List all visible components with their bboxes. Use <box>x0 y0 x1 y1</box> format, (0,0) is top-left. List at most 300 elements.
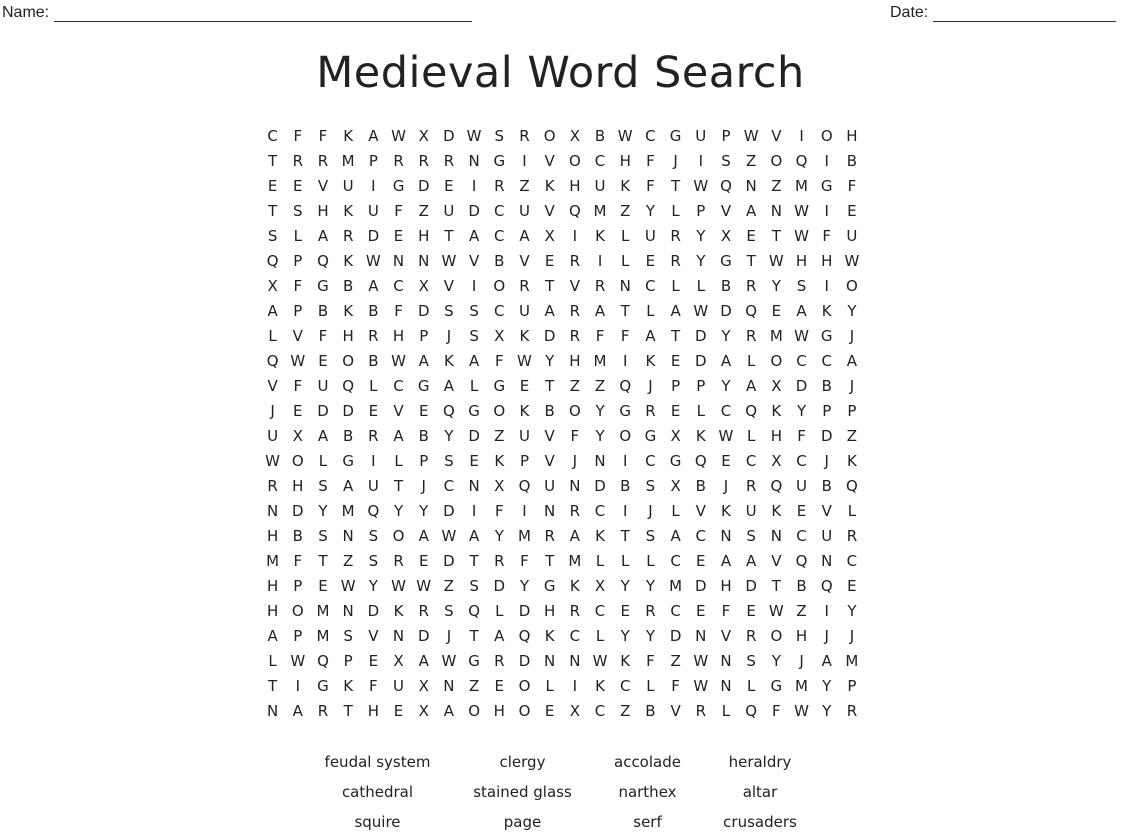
grid-letter[interactable]: C <box>720 402 732 420</box>
grid-letter[interactable]: P <box>419 327 429 345</box>
grid-letter[interactable]: U <box>393 677 405 695</box>
grid-letter[interactable]: G <box>820 177 833 195</box>
grid-letter[interactable]: I <box>698 152 703 170</box>
grid-letter[interactable]: O <box>568 152 581 170</box>
grid-letter[interactable]: C <box>821 352 832 370</box>
grid-letter[interactable]: G <box>543 577 556 595</box>
grid-letter[interactable]: A <box>746 202 757 220</box>
grid-letter[interactable]: M <box>568 552 582 570</box>
grid-letter[interactable]: N <box>544 652 556 670</box>
grid-letter[interactable]: C <box>670 602 681 620</box>
grid-letter[interactable]: G <box>392 177 405 195</box>
grid-letter[interactable]: F <box>318 327 328 345</box>
grid-letter[interactable]: F <box>595 327 605 345</box>
grid-letter[interactable]: S <box>796 277 807 295</box>
grid-letter[interactable]: F <box>671 677 680 695</box>
grid-letter[interactable]: N <box>392 627 405 645</box>
grid-letter[interactable]: O <box>468 702 480 720</box>
grid-letter[interactable]: L <box>671 202 680 220</box>
grid-letter[interactable]: Y <box>620 627 630 645</box>
grid-letter[interactable]: I <box>824 152 829 170</box>
grid-letter[interactable]: W <box>617 127 633 145</box>
grid-letter[interactable]: V <box>393 402 404 420</box>
grid-letter[interactable]: R <box>443 152 455 170</box>
grid-letter[interactable]: X <box>771 452 782 470</box>
grid-letter[interactable]: O <box>493 277 506 295</box>
grid-letter[interactable]: K <box>620 652 631 670</box>
grid-letter[interactable]: O <box>392 527 405 545</box>
grid-letter[interactable]: K <box>771 402 782 420</box>
grid-letter[interactable]: F <box>494 352 504 370</box>
grid-letter[interactable]: A <box>343 477 354 495</box>
grid-letter[interactable]: U <box>367 477 379 495</box>
grid-letter[interactable]: Q <box>468 602 480 620</box>
grid-letter[interactable]: P <box>293 302 303 320</box>
grid-letter[interactable]: X <box>267 277 278 295</box>
grid-letter[interactable]: O <box>518 702 531 720</box>
grid-letter[interactable]: R <box>695 702 706 720</box>
grid-letter[interactable]: K <box>645 352 656 370</box>
grid-letter[interactable]: I <box>824 602 829 620</box>
grid-letter[interactable]: U <box>367 202 379 220</box>
grid-letter[interactable]: T <box>469 627 479 645</box>
grid-letter[interactable]: K <box>519 327 530 345</box>
grid-letter[interactable]: L <box>595 627 605 645</box>
grid-letter[interactable]: I <box>471 277 477 295</box>
grid-letter[interactable]: D <box>669 627 682 645</box>
grid-letter[interactable]: Y <box>368 577 378 595</box>
grid-letter[interactable]: P <box>419 452 429 470</box>
grid-letter[interactable]: Q <box>770 477 783 495</box>
grid-letter[interactable]: W <box>290 652 306 670</box>
grid-letter[interactable]: D <box>417 302 430 320</box>
grid-letter[interactable]: N <box>695 627 707 645</box>
grid-letter[interactable]: H <box>770 427 782 445</box>
grid-letter[interactable]: S <box>645 477 656 495</box>
grid-letter[interactable]: E <box>670 352 681 370</box>
grid-letter[interactable]: B <box>343 277 354 295</box>
grid-letter[interactable]: D <box>493 577 506 595</box>
grid-letter[interactable]: L <box>469 377 479 395</box>
grid-letter[interactable]: Z <box>670 652 681 670</box>
grid-letter[interactable]: Z <box>796 602 807 620</box>
grid-letter[interactable]: J <box>673 152 678 170</box>
grid-letter[interactable]: D <box>820 427 833 445</box>
grid-letter[interactable]: J <box>799 652 804 670</box>
grid-letter[interactable]: O <box>518 677 531 695</box>
grid-letter[interactable]: A <box>443 702 455 720</box>
grid-letter[interactable]: J <box>849 377 855 395</box>
grid-letter[interactable]: H <box>846 127 858 145</box>
grid-letter[interactable]: A <box>468 227 480 245</box>
grid-letter[interactable]: Q <box>518 627 531 645</box>
grid-letter[interactable]: W <box>794 227 809 245</box>
grid-letter[interactable]: M <box>316 602 330 620</box>
grid-letter[interactable]: B <box>544 402 555 420</box>
grid-letter[interactable]: Y <box>771 652 781 670</box>
grid-letter[interactable]: R <box>745 627 757 645</box>
grid-letter[interactable]: E <box>544 252 555 270</box>
grid-letter[interactable]: W <box>517 352 532 370</box>
grid-letter[interactable]: C <box>494 227 505 245</box>
grid-letter[interactable]: Q <box>745 302 758 320</box>
grid-letter[interactable]: S <box>469 302 479 320</box>
grid-letter[interactable]: V <box>821 502 832 520</box>
grid-letter[interactable]: R <box>745 277 757 295</box>
grid-letter[interactable]: Z <box>594 377 606 395</box>
grid-letter[interactable]: K <box>519 402 530 420</box>
grid-letter[interactable]: V <box>771 127 782 145</box>
grid-letter[interactable]: W <box>441 252 457 270</box>
grid-letter[interactable]: C <box>796 452 807 470</box>
grid-letter[interactable]: L <box>746 427 756 445</box>
grid-letter[interactable]: Y <box>519 577 530 595</box>
grid-letter[interactable]: S <box>469 577 479 595</box>
grid-letter[interactable]: S <box>368 527 379 545</box>
grid-letter[interactable]: Y <box>393 502 404 520</box>
grid-letter[interactable]: V <box>368 627 379 645</box>
grid-letter[interactable]: F <box>293 127 303 145</box>
grid-letter[interactable]: W <box>416 577 432 595</box>
grid-letter[interactable]: D <box>417 627 430 645</box>
grid-letter[interactable]: J <box>824 452 829 470</box>
grid-letter[interactable]: V <box>443 277 455 295</box>
grid-letter[interactable]: E <box>771 302 782 320</box>
grid-letter[interactable]: F <box>318 127 328 145</box>
grid-letter[interactable]: V <box>720 202 732 220</box>
grid-letter[interactable]: R <box>569 502 581 520</box>
grid-letter[interactable]: R <box>745 327 757 345</box>
grid-letter[interactable]: S <box>746 527 756 545</box>
grid-letter[interactable]: T <box>545 552 555 570</box>
grid-letter[interactable]: P <box>721 127 731 145</box>
grid-letter[interactable]: W <box>290 352 306 370</box>
grid-letter[interactable]: F <box>369 677 378 695</box>
grid-letter[interactable]: J <box>849 327 855 345</box>
grid-letter[interactable]: U <box>821 527 833 545</box>
grid-letter[interactable]: I <box>471 177 477 195</box>
grid-letter[interactable]: G <box>669 452 682 470</box>
grid-letter[interactable]: G <box>644 427 657 445</box>
grid-letter[interactable]: Z <box>494 427 505 445</box>
grid-letter[interactable]: I <box>295 677 300 695</box>
grid-letter[interactable]: A <box>796 302 807 320</box>
grid-letter[interactable]: T <box>469 552 479 570</box>
grid-letter[interactable]: A <box>670 302 681 320</box>
grid-letter[interactable]: K <box>544 177 555 195</box>
grid-letter[interactable]: Y <box>696 227 706 245</box>
grid-letter[interactable]: H <box>342 327 354 345</box>
grid-letter[interactable]: C <box>393 377 404 395</box>
grid-letter[interactable]: R <box>418 602 429 620</box>
grid-letter[interactable]: Y <box>620 577 630 595</box>
grid-letter[interactable]: X <box>494 327 505 345</box>
grid-letter[interactable]: I <box>371 452 376 470</box>
grid-letter[interactable]: V <box>267 377 278 395</box>
grid-letter[interactable]: I <box>572 227 578 245</box>
grid-letter[interactable]: R <box>519 277 530 295</box>
grid-letter[interactable]: A <box>468 352 480 370</box>
grid-letter[interactable]: O <box>770 627 783 645</box>
grid-letter[interactable]: V <box>292 327 303 345</box>
grid-letter[interactable]: R <box>846 702 858 720</box>
grid-letter[interactable]: W <box>794 327 809 345</box>
grid-letter[interactable]: U <box>518 427 530 445</box>
grid-letter[interactable]: G <box>720 252 732 270</box>
grid-letter[interactable]: A <box>846 352 858 370</box>
grid-letter[interactable]: W <box>844 252 860 270</box>
grid-letter[interactable]: W <box>693 652 709 670</box>
grid-letter[interactable]: K <box>771 502 782 520</box>
grid-letter[interactable]: A <box>720 552 732 570</box>
grid-letter[interactable]: R <box>569 302 581 320</box>
grid-letter[interactable]: N <box>418 252 430 270</box>
grid-letter[interactable]: D <box>443 502 455 520</box>
grid-letter[interactable]: D <box>468 202 480 220</box>
grid-letter[interactable]: E <box>393 702 404 720</box>
grid-letter[interactable]: H <box>392 327 405 345</box>
grid-letter[interactable]: S <box>318 477 328 495</box>
grid-letter[interactable]: E <box>519 377 530 395</box>
grid-letter[interactable]: E <box>746 602 756 620</box>
grid-letter[interactable]: E <box>746 227 756 245</box>
grid-letter[interactable]: D <box>317 402 329 420</box>
grid-letter[interactable]: U <box>342 177 354 195</box>
grid-letter[interactable]: S <box>721 152 731 170</box>
grid-letter[interactable]: P <box>696 202 706 220</box>
grid-letter[interactable]: R <box>494 552 505 570</box>
grid-letter[interactable]: L <box>646 677 655 695</box>
grid-letter[interactable]: F <box>293 277 303 295</box>
grid-letter[interactable]: W <box>441 527 457 545</box>
grid-letter[interactable]: E <box>393 227 404 245</box>
grid-letter[interactable]: R <box>670 227 681 245</box>
grid-letter[interactable]: L <box>394 452 403 470</box>
grid-letter[interactable]: C <box>846 552 858 570</box>
grid-letter[interactable]: D <box>417 177 430 195</box>
grid-letter[interactable]: K <box>595 677 605 695</box>
grid-letter[interactable]: U <box>317 377 329 395</box>
grid-letter[interactable]: A <box>746 552 757 570</box>
grid-letter[interactable]: Y <box>771 277 781 295</box>
grid-letter[interactable]: B <box>418 427 429 445</box>
grid-letter[interactable]: K <box>569 577 580 595</box>
grid-letter[interactable]: C <box>594 502 606 520</box>
grid-letter[interactable]: T <box>620 527 630 545</box>
grid-letter[interactable]: S <box>444 302 454 320</box>
grid-letter[interactable]: B <box>720 277 732 295</box>
grid-letter[interactable]: P <box>368 152 378 170</box>
grid-letter[interactable]: K <box>343 677 354 695</box>
grid-letter[interactable]: A <box>494 627 505 645</box>
grid-letter[interactable]: E <box>293 177 303 195</box>
grid-letter[interactable]: I <box>597 252 603 270</box>
grid-letter[interactable]: L <box>847 502 857 520</box>
grid-letter[interactable]: Y <box>847 602 857 620</box>
grid-letter[interactable]: G <box>342 452 354 470</box>
grid-letter[interactable]: U <box>796 477 808 495</box>
grid-letter[interactable]: B <box>821 377 832 395</box>
grid-letter[interactable]: N <box>342 602 354 620</box>
grid-letter[interactable]: O <box>291 452 304 470</box>
grid-letter[interactable]: C <box>645 277 656 295</box>
grid-letter[interactable]: E <box>696 602 706 620</box>
grid-letter[interactable]: I <box>471 502 477 520</box>
grid-letter[interactable]: M <box>593 352 607 370</box>
grid-letter[interactable]: D <box>518 652 531 670</box>
grid-letter[interactable]: H <box>821 252 833 270</box>
grid-letter[interactable]: M <box>795 177 808 195</box>
grid-letter[interactable]: R <box>645 402 656 420</box>
grid-letter[interactable]: C <box>796 527 807 545</box>
grid-letter[interactable]: S <box>645 527 656 545</box>
grid-letter[interactable]: Y <box>847 302 857 320</box>
grid-letter[interactable]: P <box>343 652 353 670</box>
grid-letter[interactable]: M <box>795 677 808 695</box>
grid-letter[interactable]: Q <box>317 252 329 270</box>
grid-letter[interactable]: W <box>693 302 709 320</box>
grid-letter[interactable]: R <box>267 477 278 495</box>
grid-letter[interactable]: G <box>770 677 783 695</box>
grid-letter[interactable]: N <box>266 702 279 720</box>
grid-letter[interactable]: U <box>544 477 556 495</box>
grid-letter[interactable]: N <box>342 527 354 545</box>
grid-letter[interactable]: R <box>494 177 505 195</box>
grid-letter[interactable]: L <box>318 452 328 470</box>
grid-letter[interactable]: A <box>443 377 455 395</box>
grid-letter[interactable]: O <box>820 127 833 145</box>
grid-letter[interactable]: B <box>292 527 303 545</box>
grid-letter[interactable]: E <box>418 552 429 570</box>
grid-letter[interactable]: F <box>394 302 403 320</box>
grid-letter[interactable]: D <box>745 577 757 595</box>
grid-letter[interactable]: Z <box>771 177 782 195</box>
grid-letter[interactable]: E <box>318 352 328 370</box>
grid-letter[interactable]: M <box>593 202 607 220</box>
grid-letter[interactable]: D <box>342 402 354 420</box>
grid-letter[interactable]: N <box>770 202 782 220</box>
grid-letter[interactable]: W <box>391 127 406 145</box>
grid-letter[interactable]: L <box>621 252 630 270</box>
grid-letter[interactable]: D <box>443 552 455 570</box>
grid-letter[interactable]: C <box>670 552 681 570</box>
grid-letter[interactable]: K <box>343 202 354 220</box>
grid-letter[interactable]: P <box>847 677 857 695</box>
grid-letter[interactable]: R <box>317 152 329 170</box>
grid-letter[interactable]: Y <box>721 377 731 395</box>
grid-letter[interactable]: V <box>468 252 480 270</box>
grid-letter[interactable]: H <box>619 152 631 170</box>
grid-letter[interactable]: W <box>693 677 709 695</box>
grid-letter[interactable]: Y <box>494 527 504 545</box>
grid-letter[interactable]: N <box>392 252 405 270</box>
grid-letter[interactable]: H <box>317 202 329 220</box>
grid-letter[interactable]: E <box>696 552 706 570</box>
grid-letter[interactable]: E <box>645 252 656 270</box>
grid-letter[interactable]: Q <box>745 402 758 420</box>
grid-letter[interactable]: A <box>317 227 329 245</box>
grid-letter[interactable]: Q <box>745 702 758 720</box>
grid-letter[interactable]: L <box>621 552 630 570</box>
grid-letter[interactable]: T <box>545 377 555 395</box>
grid-letter[interactable]: Z <box>846 427 858 445</box>
grid-letter[interactable]: Z <box>343 552 354 570</box>
grid-letter[interactable]: V <box>695 502 706 520</box>
grid-letter[interactable]: U <box>846 227 858 245</box>
grid-letter[interactable]: R <box>494 652 505 670</box>
grid-letter[interactable]: R <box>569 602 581 620</box>
grid-letter[interactable]: H <box>418 227 430 245</box>
grid-letter[interactable]: D <box>367 227 380 245</box>
grid-letter[interactable]: L <box>646 552 655 570</box>
grid-letter[interactable]: S <box>444 602 454 620</box>
grid-letter[interactable]: Z <box>519 177 530 195</box>
grid-letter[interactable]: U <box>745 502 757 520</box>
grid-letter[interactable]: T <box>771 227 781 245</box>
grid-letter[interactable]: L <box>696 402 705 420</box>
grid-letter[interactable]: H <box>292 477 304 495</box>
grid-letter[interactable]: J <box>648 502 653 520</box>
grid-letter[interactable]: E <box>847 202 857 220</box>
name-input-line[interactable] <box>54 3 472 22</box>
grid-letter[interactable]: G <box>317 277 329 295</box>
grid-letter[interactable]: R <box>645 602 656 620</box>
grid-letter[interactable]: L <box>293 227 302 245</box>
grid-letter[interactable]: E <box>318 577 328 595</box>
grid-letter[interactable]: N <box>443 677 455 695</box>
grid-letter[interactable]: L <box>671 277 680 295</box>
grid-letter[interactable]: K <box>443 352 454 370</box>
grid-letter[interactable]: V <box>519 252 530 270</box>
grid-letter[interactable]: X <box>670 427 681 445</box>
grid-letter[interactable]: I <box>522 152 527 170</box>
grid-letter[interactable]: T <box>318 552 328 570</box>
grid-letter[interactable]: B <box>645 702 656 720</box>
grid-letter[interactable]: P <box>293 252 303 270</box>
grid-letter[interactable]: A <box>544 302 555 320</box>
grid-letter[interactable]: T <box>444 227 454 245</box>
grid-letter[interactable]: K <box>494 452 505 470</box>
grid-letter[interactable]: C <box>619 677 631 695</box>
grid-letter[interactable]: T <box>746 252 756 270</box>
grid-letter[interactable]: A <box>267 302 278 320</box>
grid-letter[interactable]: S <box>494 127 505 145</box>
grid-letter[interactable]: R <box>317 702 329 720</box>
grid-letter[interactable]: K <box>544 627 555 645</box>
grid-letter[interactable]: H <box>367 702 379 720</box>
grid-letter[interactable]: G <box>820 327 833 345</box>
grid-letter[interactable]: A <box>594 302 606 320</box>
grid-letter[interactable]: J <box>572 452 578 470</box>
grid-letter[interactable]: L <box>495 602 504 620</box>
grid-letter[interactable]: W <box>768 602 784 620</box>
grid-letter[interactable]: L <box>721 702 731 720</box>
grid-letter[interactable]: P <box>696 377 706 395</box>
grid-letter[interactable]: J <box>723 477 729 495</box>
grid-letter[interactable]: I <box>623 502 628 520</box>
grid-letter[interactable]: A <box>317 427 329 445</box>
grid-letter[interactable]: S <box>343 627 353 645</box>
grid-letter[interactable]: F <box>394 202 403 220</box>
grid-letter[interactable]: F <box>293 552 303 570</box>
grid-letter[interactable]: E <box>368 652 379 670</box>
grid-letter[interactable]: R <box>569 252 581 270</box>
grid-letter[interactable]: J <box>446 327 452 345</box>
grid-letter[interactable]: E <box>293 402 303 420</box>
grid-letter[interactable]: E <box>469 452 479 470</box>
grid-letter[interactable]: A <box>368 277 379 295</box>
grid-letter[interactable]: O <box>493 402 506 420</box>
